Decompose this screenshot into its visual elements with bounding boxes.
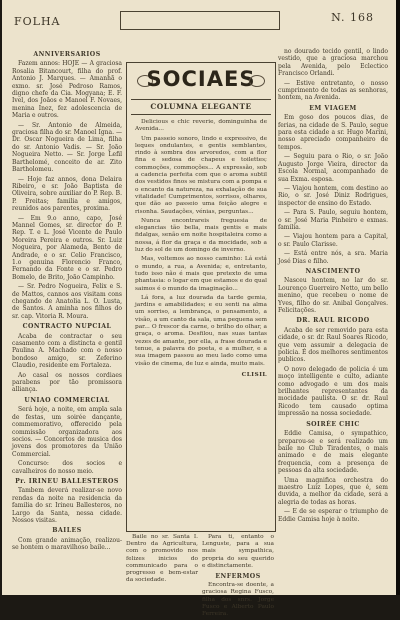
article-text: Mas, voltemos ao nosso caminho: Lá está o mundo, a rua, a Avenida; e, entretanto, tudo isso não é mais que pretexto de uma phantasia: o logar em que estamos e do qual saimos é o mundo da imaginação... <box>135 256 267 292</box>
article-text: — E de se esperar o triumpho de Eddie Camisa hoje à noite. <box>278 508 388 523</box>
article-text: — Para S. Paulo, seguiu hontem, o sr. José Maria Pinheiro e exmas. familia. <box>278 209 388 231</box>
section-heading-bailes: BAILES <box>52 527 82 535</box>
page-header <box>2 8 396 40</box>
article-text: — Viajou hontem para a Capital, o sr. Paulo Clarisse. <box>278 233 388 248</box>
article-text: Tambem deverá realizar-se novo rendas da noite na residencia da familia do sr. Irineu Ballesteros, no Largo da Santa, nessa cidade. Nossos visitas. <box>12 487 122 524</box>
section-heading-irineu: Pr. IRINEU BALLESTEROS <box>15 477 119 485</box>
author-signature: CLISIL <box>241 371 267 378</box>
article-text: Ao casal os nossos cordiaes parabens por tão promissora alliança. <box>12 371 122 394</box>
bottom-right-article <box>202 534 274 620</box>
article-text: Acaba de ser removido para esta cidade, o sr. dr. Raul Soares Ricodo, que vem assumir a delegacia de policia. É dos melhores sentimentos publicos. <box>278 326 388 364</box>
article-text: Concurso: dos socios e cavalheiros do nosso meio. <box>12 460 122 475</box>
article-text: Nasceu hontem, no lar do sr. Lourenço Guerreiro Netto, um bello menino, que recebeu o nome de Yves, filho do sr. Anibal Gonçalves. Felicitações. <box>278 277 388 314</box>
article-text: Baile no sr. Santa I. Dentro da Agricultura, com o promovido nos felizes inicios do communicado para o progresso e bem-estar da sociedade. <box>126 534 198 584</box>
article-text: Eddie Camisa, o sympathico, preparou-se e será realizado um baile no Club Tiradentes, o mais animado e de mais elegante frequencia, com a presença de pessoas da alta sociedade. <box>278 430 388 475</box>
section-heading-travel: EM VIAGEM <box>309 104 357 112</box>
section-heading-raul: DR. RAUL RICODO <box>296 317 370 325</box>
article-text: — Seguiu para o Rio, o sr. João Augusto Jorge Vieira, director da Escola Normal, acompanhado de sua Exma. esposa. <box>278 153 388 183</box>
article-text: Nunca encontrareis freguesia de elegancias tão bella, mais gentis e mais fidalgas, senão em noite hospitaleira como a nossa, á flor da graça e da mocidade, sob a luz do sol de um domingo de inverno. <box>135 217 267 254</box>
section-heading-sick: ENFERMOS <box>215 573 261 581</box>
article-text: Para ti, entanto o Lenguste, para a sua mais sympathica, propria do seu querido e distinctamente. <box>202 534 274 569</box>
article-text: Será hoje, a noite, em ampla sala de festas, um soirée dançante, commemorativo, offerecido pela commissão organizadora aos socios. — Concertos de musica dos jovens dos promotores da União Commercial. <box>12 406 122 458</box>
header-box <box>120 11 280 30</box>
header-issue-number: N. 168 <box>331 11 374 24</box>
article-text: — Em 9.o anno, capo, José Mannel Gomes, sr. director do P. Rep. T. e L. José Vicente de Paulo Moreira Pereira e outros. Sr. Luiz Nogueira, por Alameda, Bento de Andrade, e o sr. Celio Francisco, 1.o genuina Florencio Franco, Fernando da Fonte e o sr. Pedro Bomelo, de Brito, João Campinho. <box>12 214 122 281</box>
page-edge-shadow <box>396 0 400 595</box>
article-text: — Está entre nós, a sra. Maria José Dias e filho. <box>278 250 388 265</box>
article-text: Encontra-se doente, a graciosa Regina Fusco, filha dos snrs. Jorge Fusco e Alberto Paulo Ferreira. <box>202 582 274 618</box>
article-text: — Estive entretanto, o nosso cumprimento de todas as senhoras, hontem, na Avenida. <box>278 79 388 102</box>
article-text: O novo delegado de policia é um moço intelligente e culto, adiante como advogado e um dos mais brilhantes representantes da mocidade paulista. O sr. dr. Raul Ricodo tem causado optima impressão na nossa sociedade. <box>278 365 388 418</box>
header-folha-label: FOLHA <box>14 15 61 28</box>
section-heading-soiree: SOIRÉE CHIC <box>306 420 360 428</box>
section-heading-anniversaries: ANNIVERSARIOS <box>33 51 101 58</box>
article-text: — Hoje faz annos, dona Delaira Ribeiro, e sr. João Baptista de Oliveira, sobre auxiliar do P. Rep. B. P. Freitas; familia e amigos, reunidos aos parentes, proxima. <box>12 175 122 213</box>
section-heading-birth: NASCIMENTO <box>305 267 361 275</box>
article-text: no dourado tecido gentil, o lindo vestido, que a graciosa marchou pela Avenida, pelo Eclectico Francisco Orlandi. <box>278 48 388 78</box>
article-text: Delicious e chic reverie, dominguinha de Avenida... <box>135 119 267 133</box>
article-text: — Sr. Pedro Nogueira, Felix e S. de Mattos, cannos aos visitam cons chegando de Anatolia L. O. Lusta, de Santos. A aminha nos filhos do sr. cap. Vitoria R. Moura. <box>12 283 122 320</box>
bottom-left-article <box>126 534 198 586</box>
article-text: Com grande animação, realizou-se hontem o maravilhoso baile... <box>12 536 122 552</box>
center-article <box>135 119 267 379</box>
column-subheading: COLUMNA ELEGANTE <box>131 99 271 115</box>
article-text: Lá fora, a luz dourada da tarde gemia, jardins e amabilidades; e eu senti na alma um sorriso, a lembrança, o pensamento, a visão, a um canto da sala, uma pequena sem par... O frescor da carne, o brilho do olhar, a graça, o aroma. Desfilou, nas suas tantas vezes de amante, por ella, a frase dourada e tenue, a palavra do poeta, e a mulher, e a sua imagem passou ao meu lado como uma visão de cinema, de luz e ainda, muito mais. <box>135 294 267 367</box>
article-text: — Viajou hontem, com destino ao Rio, o sr. José Diniz Rodrigues, inspector de ensino do Estado. <box>278 184 388 207</box>
center-framed-column <box>126 62 276 532</box>
newspaper-page <box>2 0 396 618</box>
article-text: Em goso dos poucos dias, de ferias, na cidade de S. Paulo, segue para esta cidade a sr. Hugo Marini, nosso apreciado companheiro de tempos. <box>278 114 388 151</box>
section-heading-union: UNIAO COMMERCIAL <box>24 396 110 404</box>
section-title: SOCIAES <box>146 67 256 91</box>
article-text: Um passeio sonoro, lindo e expressivo, de leques ondulantes, e gentis semblantes, rindo à sombra dos arvoredos, com a flor fina e sedosa de chapeus e toilettes; commoções, commoções... A expressão, sob a cadencia perfeita com que o aroma subtil dos vestidos finos se mistura com a pompa e o encanto da natureza, na exhalação de sua vitalidade! Cumprimentos, sorrisos, olhares, que dão ao passeio uma feição alegre e risonha. Saudações, vénias, perguntas... <box>135 135 267 215</box>
left-column <box>12 48 122 554</box>
section-heading-contract: CONTRACTO NUPCIAL <box>22 323 112 331</box>
ornament-right-icon <box>249 75 265 87</box>
article-text: — Sr. Antonio de Almeida, graciosa filha do sr. Manoel Igna. — Dr. Oscar Nogueira de Lima, filha do sr. Antonio Vadis. — Sr. João Nogueira Netto. — Sr. Jorge Lefil Barthelomé, conceito de ar. Zito Bartholomeu. <box>12 121 122 174</box>
right-column <box>278 48 388 525</box>
article-text: Fazem annos: HOJE — A graciosa Rosalia Bitancourt, filha do prof. Antonio J. Marques. — Amanhã o exmo. sr. José Pedroso Ramos, digno chefe da Cia. Mogyana; E. F. Ivel, dos Joãos e Manoel F. Novaes, menina Inez, fez adolescencia de Maria e outros. <box>12 60 122 120</box>
article-text: Acaba de contractar o seu casamento com a distincta e gentil Paulina A. Machado com o nosso bondoso amigo, sr. Zeferino Claudio, residente em Fortaleza. <box>12 332 122 370</box>
article-text: Uma magnifica orchestra do maestro Luiz Lopes, que é, sem duvida, a melhor da cidade, será a alegria de todas as horas. <box>278 476 388 506</box>
